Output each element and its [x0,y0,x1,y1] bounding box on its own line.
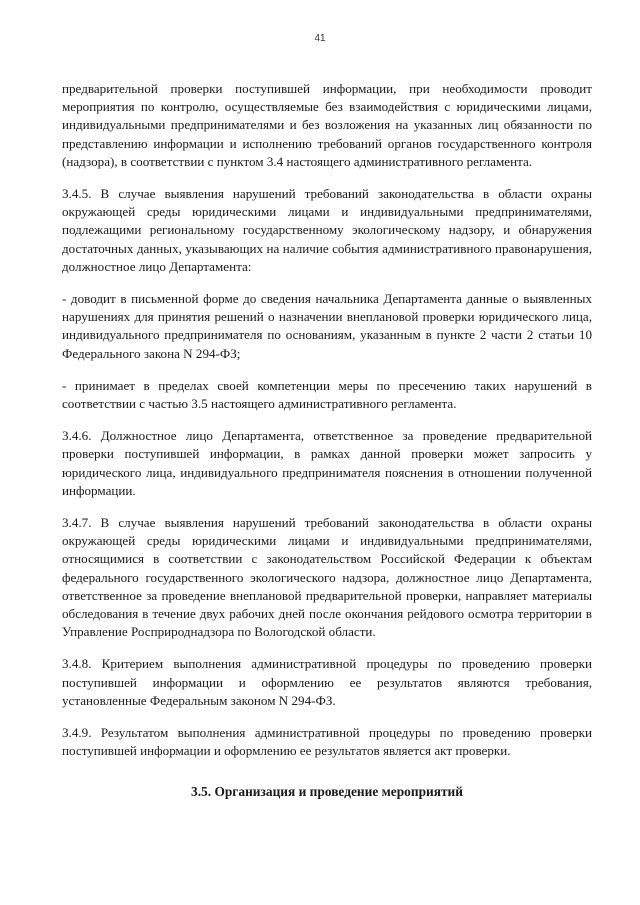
paragraph-3-4-8: 3.4.8. Критерием выполнения административной процедуры по проведению проверки поступившей информации и оформлению ее результатов являются требования, установленные Федеральным законом N 294-ФЗ. [62,656,592,708]
paragraph-3-4-6: 3.4.6. Должностное лицо Департамента, ответственное за проведение предварительной проверки поступившей информации, в рамках данной проверки может запросить у юридического лица, индивидуального предпринимателя пояснения в отношении полученной информации. [62,428,592,498]
section-heading: 3.5. Организация и проведение мероприятий [191,783,463,799]
paragraph-list-item-inform: - доводит в письменной форме до сведения начальника Департамента данные о выявленных нарушениях для принятия решений о назначении внеплановой проверки юридического лица, индивидуального предпринимателя по основаниям, указанным в пункте 2 части 2 статьи 10 Федерального закона N 294-ФЗ; [62,291,592,361]
paragraph-3-4-9: 3.4.9. Результатом выполнения административной процедуры по проведению проверки поступившей информации и оформлению ее результатов является акт проверки. [62,725,592,759]
paragraph-3-4-7: 3.4.7. В случае выявления нарушений требований законодательства в области охраны окружающей среды юридическими лицами и индивидуальными предпринимателями, относящимися в соответствии с законодательством Российской Федерации к объектам федерального государственного экологического надзора, должностное лицо Департамента, ответственное за проведение внеплановой предварительной проверки, направляет материалы обследования в течение двух рабочих дней после окончания рейдового осмотра территории в Управление Росприроднадзора по Вологодской области. [62,515,592,640]
page-number: 41 [314,33,326,44]
paragraph-3-4-5: 3.4.5. В случае выявления нарушений требований законодательства в области охраны окружающей среды юридическими лицами и индивидуальными предпринимателями, подлежащими региональному государственному экологическому надзору, и обнаружения достаточных данных, указывающих на наличие события административного правонарушения, должностное лицо Департамента: [62,186,592,274]
paragraph-continuation: предварительной проверки поступившей информации, при необходимости проводит мероприятия по контролю, осуществляемые без взаимодействия с юридическими лицами, индивидуальными предпринимателями и без возложения на указанных лиц обязанности по представлению информации и исполнению требований органов государственного контроля (надзора), в соответствии с пунктом 3.4 настоящего административного регламента. [62,81,592,169]
document-body [62,80,592,801]
paragraph-list-item-measures: - принимает в пределах своей компетенции меры по пресечению таких нарушений в соответствии с частью 3.5 настоящего административного регламента. [62,377,592,412]
